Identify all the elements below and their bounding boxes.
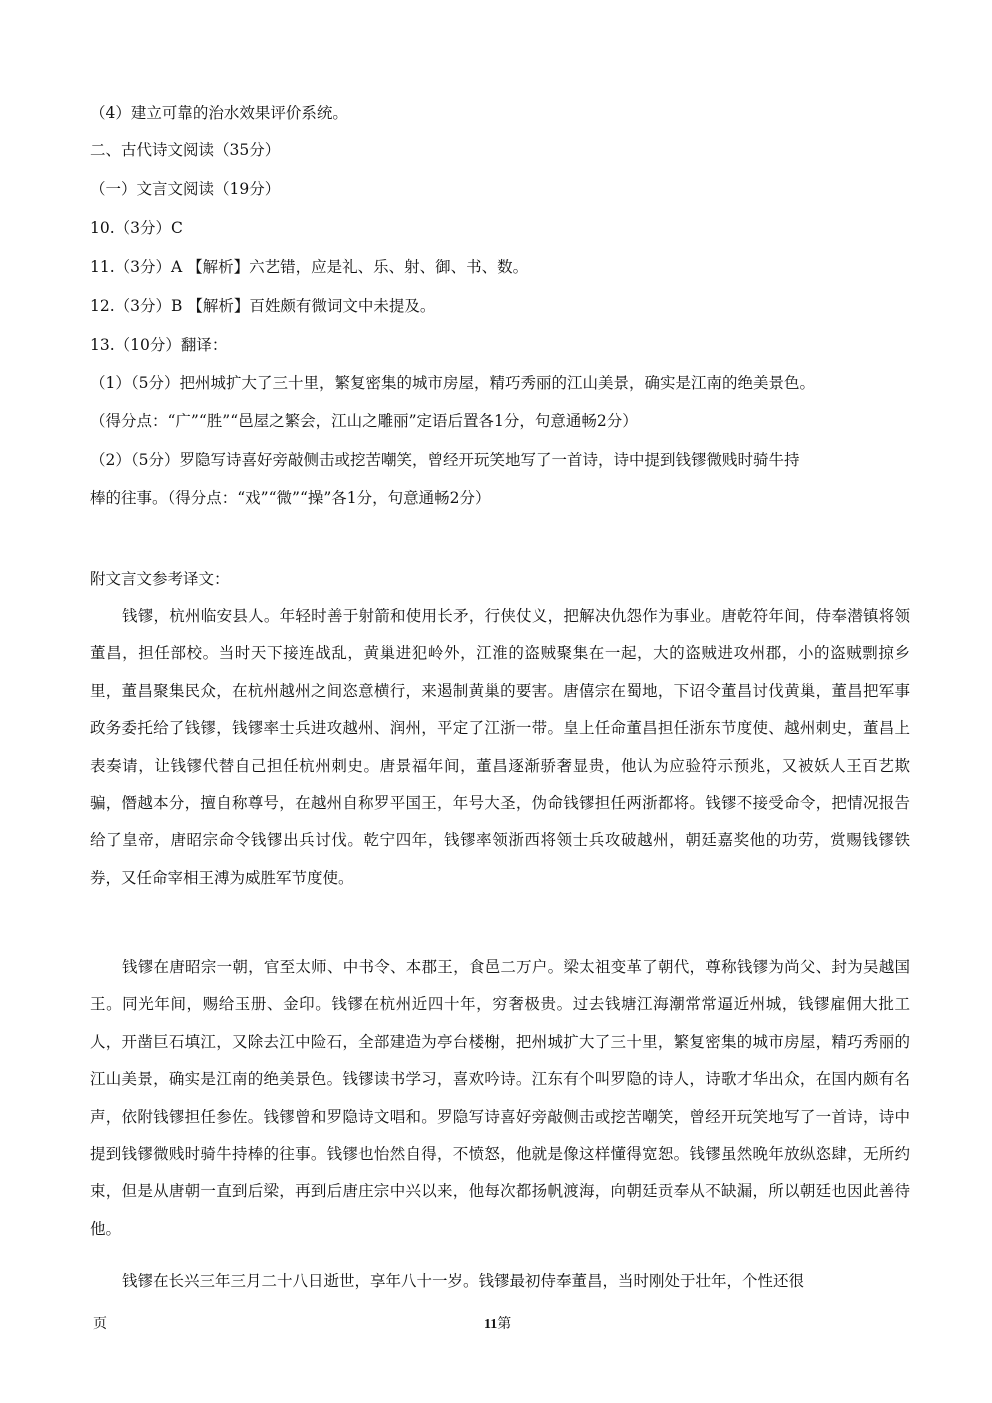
answer-line: 13.（10分）翻译： — [90, 336, 228, 354]
scoring-note-1: （得分点：“广”“胜”“邑屋之繁会，江山之雕丽”定语后置各1分，句意通畅2分） — [90, 412, 638, 430]
translation-answer-1: （1）（5分）把州城扩大了三十里，繁复密集的城市房屋，精巧秀丽的江山美景，确实是江南的绝美景色。 — [90, 374, 815, 392]
translation-paragraph-2: 钱镠在唐昭宗一朝，官至太师、中书令、本郡王，食邑二万户。梁太祖变革了朝代，尊称钱镠为尚父、封为吴越国王。同光年间，赐给玉册、金印。钱镠在杭州近四十年，穷奢极贵。过去钱塘江海潮常常逼近州城，钱镠雇佣大批工人，开凿巨石填江，又除去江中险石，全部建造为亭台楼榭，把州城扩大了三十里，繁复密集的城市房屋，精巧秀丽的江山美景，确实是江南的绝美景色。钱镠读书学习，喜欢吟诗。江东有个叫罗隐的诗人，诗歌才华出众，在国内颇有名声，依附钱镠担任参佐。钱镠曾和罗隐诗文唱和。罗隐写诗喜好旁敲侧击或挖苦嘲笑，曾经开玩笑地写了一首诗，诗中提到钱镠微贱时骑牛持棒的往事。钱镠也怡然自得，不愤怒，他就是像这样懂得宽恕。钱镠虽然晚年放纵恣肆，无所约束，但是从唐朝一直到后梁，再到后唐庄宗中兴以来，他每次都扬帆渡海，向朝廷贡奉从不缺漏，所以朝廷也因此善待他。 — [90, 958, 910, 1238]
section-heading: 二、古代诗文阅读（35分） — [90, 141, 281, 159]
answer-line: （4）建立可靠的治水效果评价系统。 — [90, 104, 348, 122]
translation-heading: 附文言文参考译文： — [90, 570, 230, 588]
page-number: 11 — [484, 1317, 498, 1332]
scoring-note-2: 棒的往事。（得分点：“戏”“微”“操”各1分，句意通畅2分） — [90, 489, 491, 507]
page-suffix: 第 — [497, 1316, 512, 1332]
translation-paragraph-1: 钱镠，杭州临安县人。年轻时善于射箭和使用长矛，行侠仗义，把解决仇怨作为事业。唐乾符年间，侍奉潜镇将领董昌，担任部校。当时天下接连战乱，黄巢进犯岭外，江淮的盗贼聚集在一起，大的盗贼进攻州郡，小的盗贼剽掠乡里，董昌聚集民众，在杭州越州之间恣意横行，来遏制黄巢的要害。唐僖宗在蜀地，下诏令董昌讨伐黄巢，董昌把军事政务委托给了钱镠，钱镠率士兵进攻越州、润州，平定了江浙一带。皇上任命董昌担任浙东节度使、越州刺史，董昌上表奏请，让钱镠代替自己担任杭州刺史。唐景福年间，董昌逐渐骄奢显贵，他认为应验符示预兆，又被妖人王百艺欺骗，僭越本分，擅自称尊号，在越州自称罗平国王，年号大圣，伪命钱镠担任两浙都将。钱镠不接受命令，把情况报告给了皇帝，唐昭宗命令钱镠出兵讨伐。乾宁四年，钱镠率领浙西将领士兵攻破越州，朝廷嘉奖他的功劳，赏赐钱镠铁券，又任命宰相王溥为威胜军节度使。 — [90, 607, 910, 887]
answer-line: 10.（3分）C — [90, 219, 183, 237]
answer-line: 11.（3分）A 【解析】六艺错，应是礼、乐、射、御、书、数。 — [90, 258, 529, 276]
translation-paragraph-3: 钱镠在长兴三年三月二十八日逝世，享年八十一岁。钱镠最初侍奉董昌，当时刚处于壮年，个性还很 — [122, 1272, 805, 1290]
translation-answer-2: （2）（5分）罗隐写诗喜好旁敲侧击或挖苦嘲笑，曾经开玩笑地写了一首诗，诗中提到钱镠微贱时骑牛持 — [90, 451, 800, 469]
footer-page-label: 页 — [93, 1316, 107, 1332]
answer-line: 12.（3分）B 【解析】百姓颇有微词文中未提及。 — [90, 297, 436, 315]
footer-page-number — [484, 1313, 511, 1333]
subsection-heading: （一）文言文阅读（19分） — [90, 180, 281, 198]
